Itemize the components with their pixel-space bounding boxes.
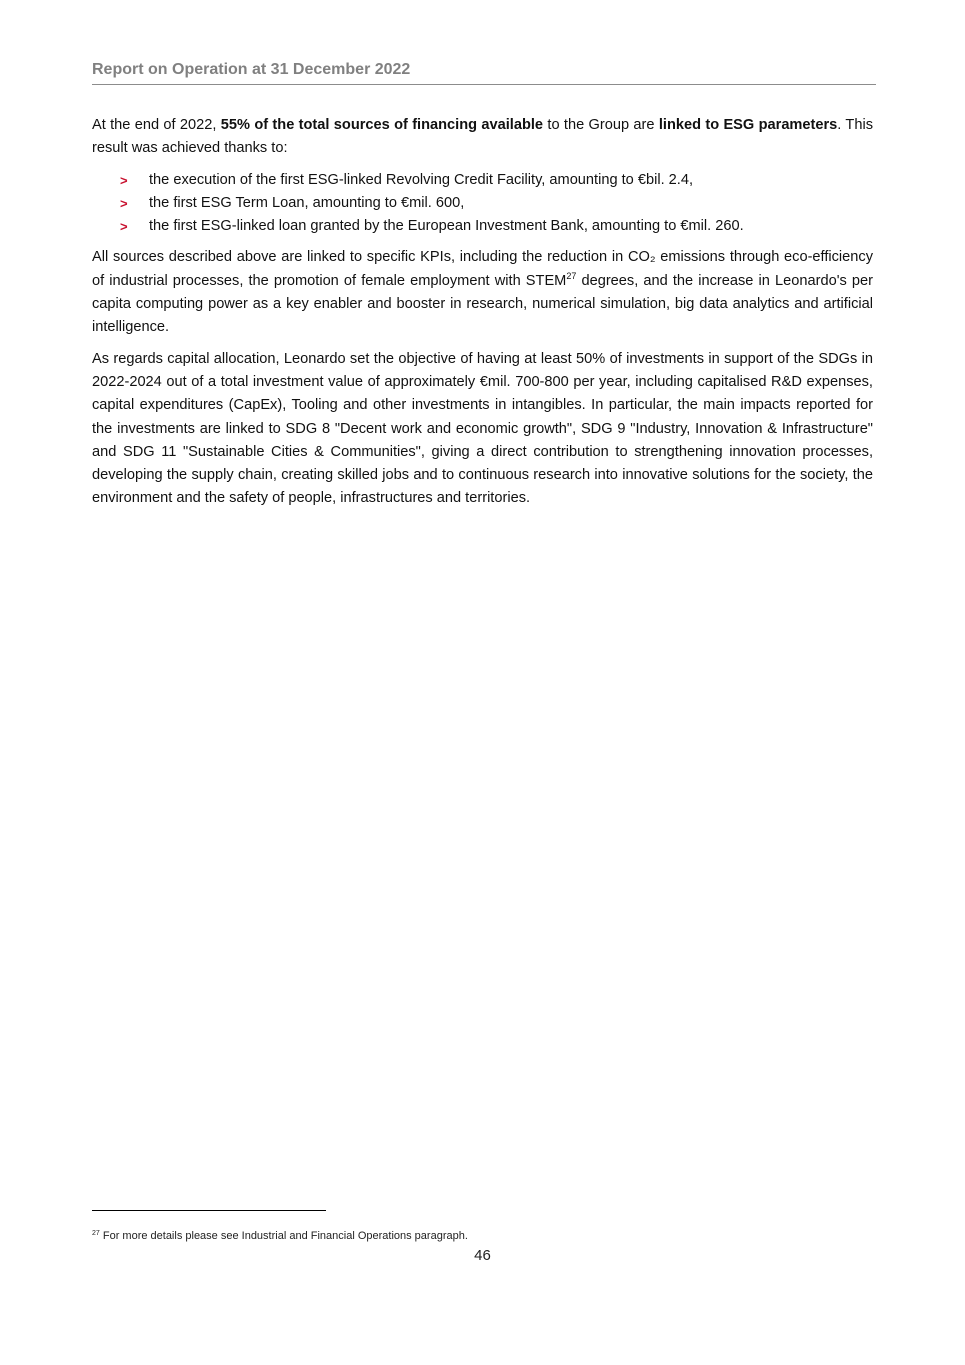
kpi-text-end: degrees, and the increase in Leonardo's per capita computing power as a key enabler and booster in research, numerical simulation, big data analytics and artificial intelligence. [92,272,873,336]
bullet-chevron-icon: > [120,195,128,211]
page-number: 46 [474,1247,491,1264]
financing-bullet-list [92,169,873,239]
intro-bold-financing: 55% of the total sources of financing available [220,117,544,133]
bullet-item-eib-loan [92,215,873,238]
intro-text-1: At the end of 2022, [92,117,221,133]
kpi-paragraph [92,246,873,339]
intro-paragraph [92,114,873,161]
intro-bold-esg: linked to ESG parameters [658,117,838,133]
footnote-divider [92,1210,326,1211]
page-header [92,58,876,85]
bullet-chevron-icon: > [120,219,128,235]
bullet-text: the first ESG-linked loan granted by the European Investment Bank, amounting to €mil. 260. [149,218,744,235]
report-title: Report on Operation at 31 December 2022 [92,61,411,78]
bullet-item-term-loan [92,192,873,215]
footnote-text: For more details please see Industrial and Financial Operations paragraph. [99,1230,468,1242]
bullet-item-revolving-credit [92,169,873,192]
kpi-text-start: All sources described above are linked to specific KPIs, including the reduction in CO₂ emissions through eco-efficiency of industrial processes, the promotion of female employment with STEM [92,249,873,289]
intro-text-3: . This result was achieved thanks to: [92,117,873,157]
footnote-reference[interactable]: 27 [566,270,577,281]
footnote-number: 27 [92,1230,100,1237]
body-content [92,114,873,519]
bullet-text: the execution of the first ESG-linked Revolving Credit Facility, amounting to €bil. 2.4, [149,171,694,188]
capital-allocation-paragraph: As regards capital allocation, Leonardo set the objective of having at least 50% of investments in support of the SDGs in 2022-2024 out of a total investment value of approximately €mil. 700-800 per year, including capitalised R&D expenses, capital expenditures (CapEx), Tooling and other investments in intangibles. In particular, the main impacts reported for the investments are linked to SDG 8 "Decent work and economic growth", SDG 9 "Industry, Innovation & Infrastructure" and SDG 11 "Sustainable Cities & Communities", giving a direct contribution to strengthening innovation processes, developing the supply chain, creating skilled jobs and to continuous research into innovative solutions for the society, the environment and the safety of people, infrastructures and territories. [92,350,873,507]
footnote [92,1229,468,1243]
intro-text-2: to the Group are [543,117,659,133]
bullet-text: the first ESG Term Loan, amounting to €mil. 600, [149,194,465,211]
bullet-chevron-icon: > [120,172,128,188]
